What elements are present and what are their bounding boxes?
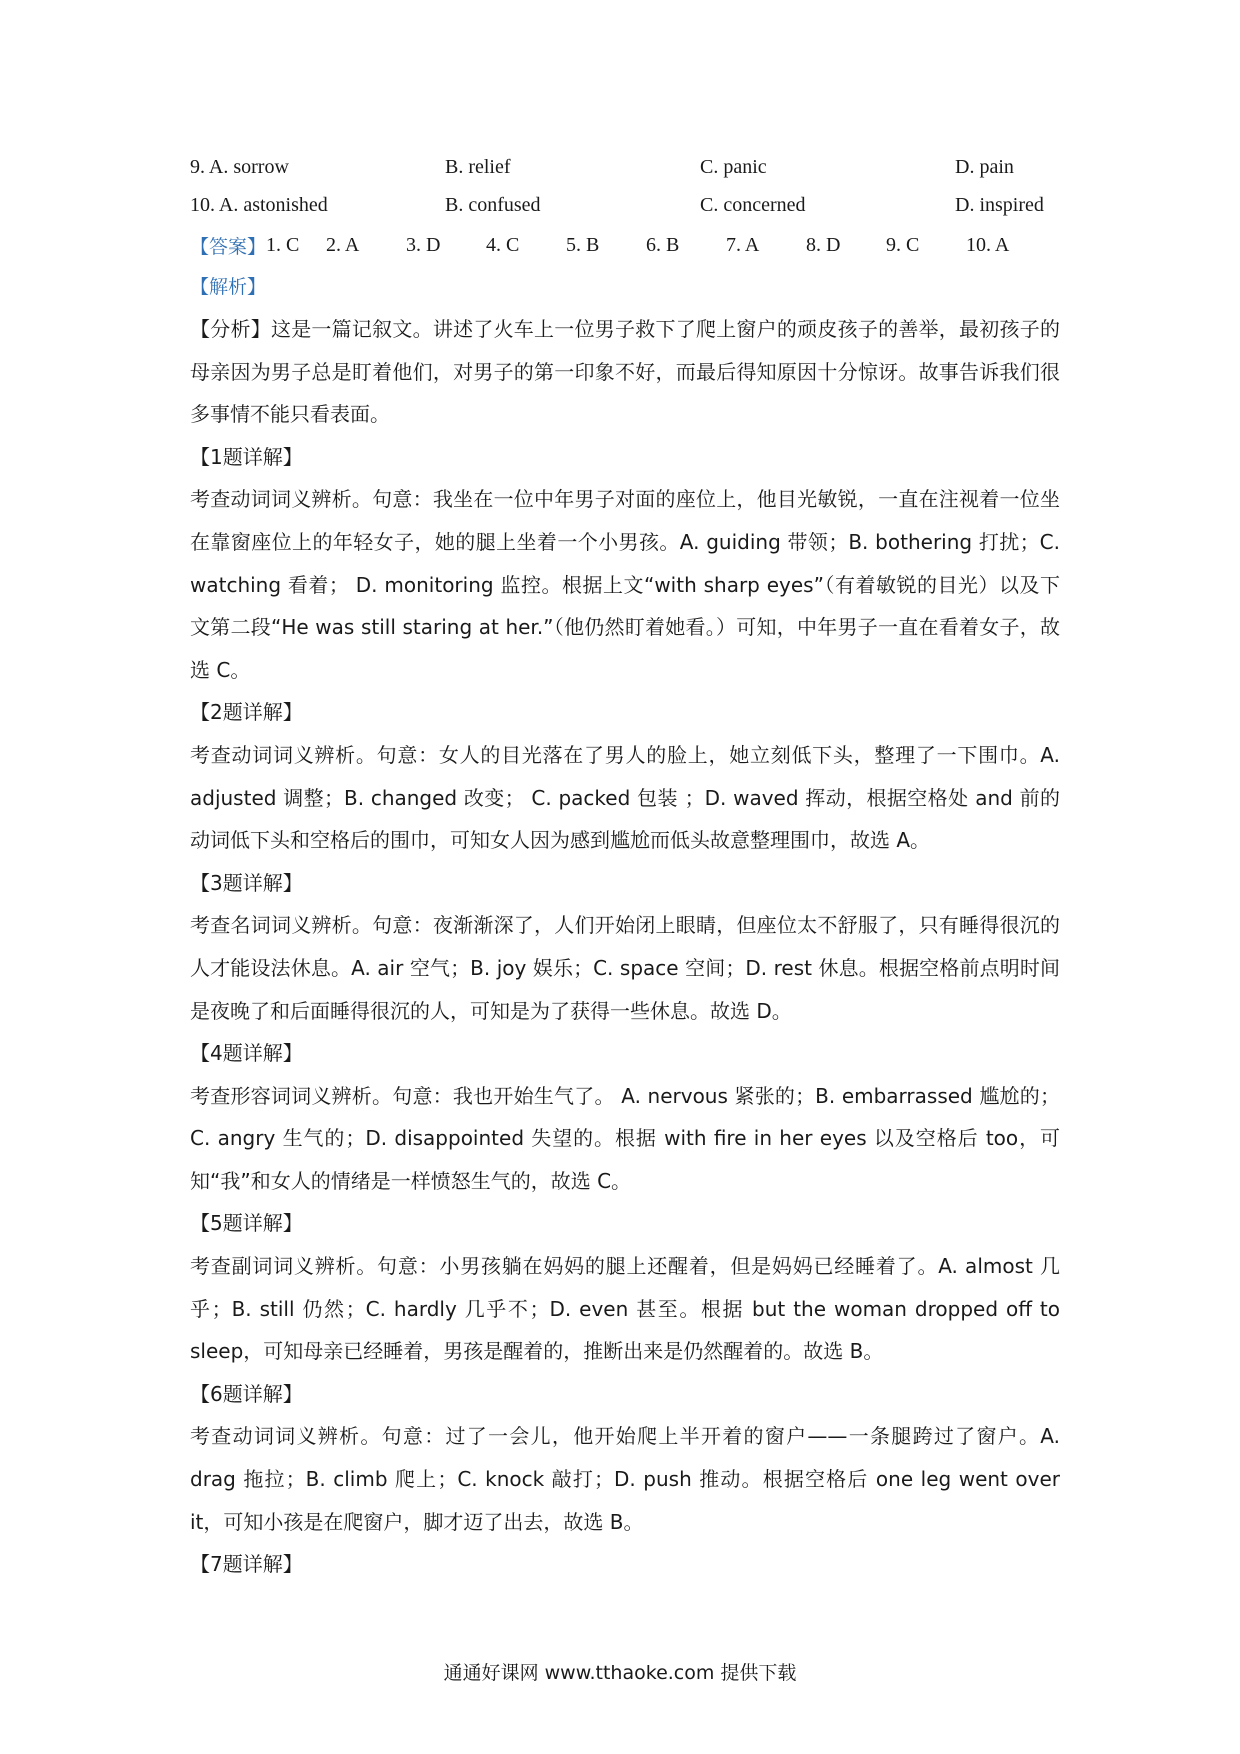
section-head-3: 【3题详解】 (190, 870, 303, 895)
option-10c: C. concerned (700, 193, 806, 216)
answer-item: 6. B (646, 233, 680, 256)
section-body-4: 考查形容词词义辨析。句意：我也开始生气了。 A. nervous 紧张的；B. embarrassed 尴尬的；C. angry 生气的；D. disappointed 失望的。根据 with fire in her eyes 以及空格后 too，可知“我”和女人的情绪是一样愤怒生气的，故选 C。 (190, 1083, 1060, 1193)
answer-item: 2. A (326, 233, 360, 256)
section-head-7: 【7题详解】 (190, 1552, 303, 1577)
options-row-9 (190, 148, 1060, 186)
section-body-5: 考查副词词义辨析。句意：小男孩躺在妈妈的腿上还醒着，但是妈妈已经睡着了。A. almost 几乎；B. still 仍然；C. hardly 几乎不；D. even 甚至。根据 but the woman dropped off to sleep，可知母亲已经睡着，男孩是醒着的，推断出来是仍然醒着的。故选 B。 (190, 1254, 1060, 1364)
answer-row (190, 224, 1060, 266)
option-10d: D. inspired (955, 193, 1044, 216)
answer-item: 3. D (406, 233, 441, 256)
analysis-summary: 【分析】这是一篇记叙文。讲述了火车上一位男子救下了爬上窗户的顽皮孩子的善举，最初孩子的母亲因为男子总是盯着他们，对男子的第一印象不好，而最后得知原因十分惊讶。故事告诉我们很多事情不能只看表面。 (190, 317, 1060, 427)
answer-item: 9. C (886, 233, 920, 256)
option-10b: B. confused (445, 193, 541, 216)
option-9d: D. pain (955, 155, 1014, 178)
option-10a: 10. A. astonished (190, 193, 328, 216)
page-footer: 通通好课网 www.tthaoke.com 提供下载 (443, 1662, 797, 1684)
answer-item: 4. C (486, 233, 520, 256)
section-head-1: 【1题详解】 (190, 444, 303, 469)
answer-item: 7. A (726, 233, 760, 256)
answer-list (266, 234, 1046, 257)
section-head-5: 【5题详解】 (190, 1211, 303, 1236)
section-body-2: 考查动词词义辨析。句意：女人的目光落在了男人的脸上，她立刻低下头，整理了一下围巾。A. adjusted 调整；B. changed 改变； C. packed 包装 ；D. waved 挥动，根据空格处 and 前的动词低下头和空格后的围巾，可知女人因为感到尴尬而低头故意整理围巾，故选 A。 (190, 742, 1060, 853)
answer-label: 【答案】 (190, 235, 267, 258)
section-head-2: 【2题详解】 (190, 700, 303, 725)
options-row-10 (190, 186, 1060, 224)
section-body-6: 考查动词词义辨析。句意：过了一会儿，他开始爬上半开着的窗户——一条腿跨过了窗户。A. drag 拖拉；B. climb 爬上；C. knock 敲打；D. push 推动。根据空格后 one leg went over it，可知小孩是在爬窗户，脚才迈了出去，故选 B。 (190, 1424, 1060, 1534)
document-page (190, 148, 1060, 1586)
option-9b: B. relief (445, 155, 511, 178)
option-9a: 9. A. sorrow (190, 155, 289, 178)
option-9c: C. panic (700, 155, 767, 178)
section-body-3: 考查名词词义辨析。句意：夜渐渐深了，人们开始闭上眼睛，但座位太不舒服了，只有睡得很沉的人才能设法休息。A. air 空气；B. joy 娱乐；C. space 空间；D. rest 休息。根据空格前点明时间是夜晚了和后面睡得很沉的人，可知是为了获得一些休息。故选 D。 (190, 913, 1060, 1023)
analysis-label: 【解析】 (190, 276, 267, 298)
answer-item: 5. B (566, 233, 600, 256)
answer-item: 10. A (966, 233, 1010, 256)
answer-item: 8. D (806, 233, 841, 256)
answer-item: 1. C (266, 233, 300, 256)
section-body-1: 考查动词词义辨析。句意：我坐在一位中年男子对面的座位上，他目光敏锐，一直在注视着一位坐在靠窗座位上的年轻女子，她的腿上坐着一个小男孩。A. guiding 带领；B. bothering 打扰；C. watching 看着； D. monitoring 监控。根据上文“with sharp eyes”（有着敏锐的目光）以及下文第二段“He was still staring at her.”（他仍然盯着她看。）可知，中年男子一直在看着女子，故选 C。 (190, 487, 1060, 682)
section-head-6: 【6题详解】 (190, 1381, 303, 1406)
section-head-4: 【4题详解】 (190, 1041, 303, 1066)
